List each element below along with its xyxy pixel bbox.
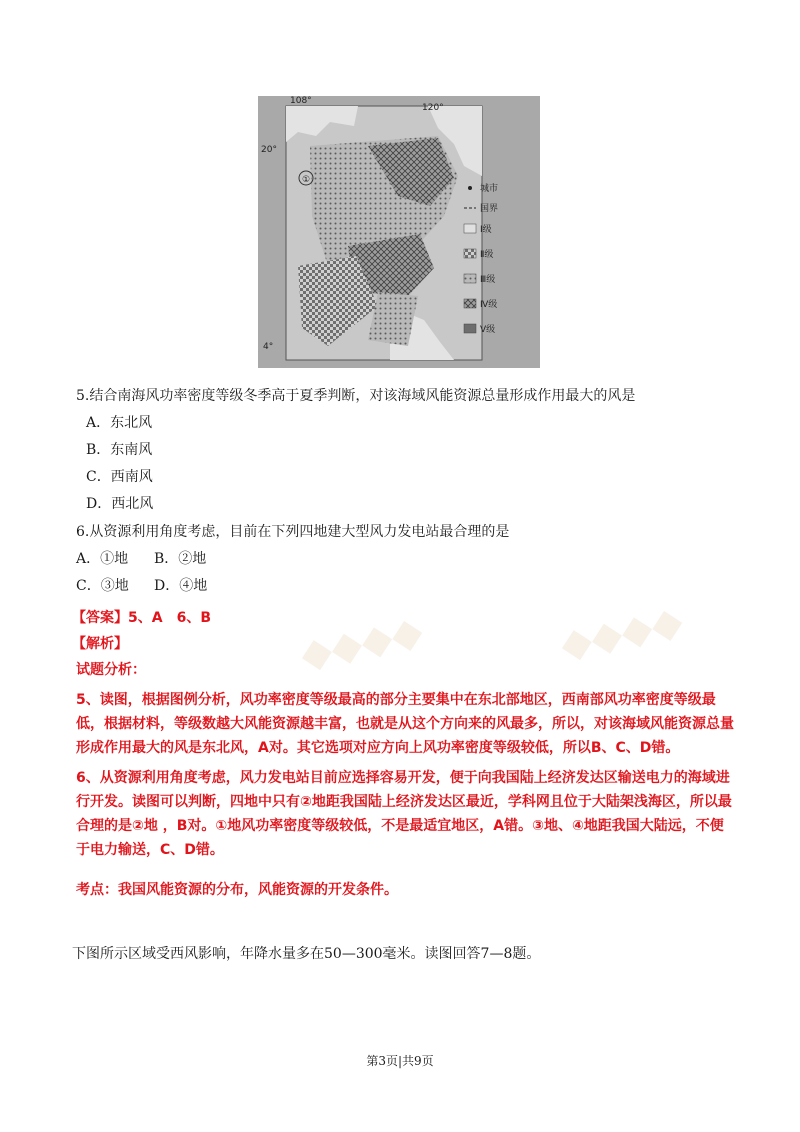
legend-level-4: Ⅳ级: [480, 300, 498, 310]
q6-stem: 6.从资源利用角度考虑，目前在下列四地建大型风力发电站最合理的是: [76, 524, 510, 540]
svg-text:①: ①: [301, 175, 311, 185]
analysis-title: 试题分析：: [76, 662, 146, 678]
next-question-intro: 下图所示区域受西风影响，年降水量多在50—300毫米。读图回答7—8题。: [72, 946, 541, 962]
legend-city: 城市: [480, 184, 499, 194]
kaodian-note: 考点：我国风能资源的分布，风能资源的开发条件。: [76, 882, 398, 898]
watermark-left: ◆◆◆◆: [296, 607, 427, 679]
q5-option-a: A．东北风: [86, 415, 153, 431]
lat-bottom-label: 4°: [263, 342, 274, 352]
q5-stem: 5.结合南海风功率密度等级冬季高于夏季判断，对该海域风能资源总量形成作用最大的风是: [76, 388, 636, 404]
legend-level-3: Ⅲ级: [480, 275, 496, 285]
q5-option-b: B．东南风: [86, 442, 153, 458]
analysis-paragraph-6: 6、从资源利用角度考虑，风力发电站目前应选择容易开发，便于向我国陆上经济发达区输送电力的海域进行开发。读图可以判断，四地中只有②地距我国陆上经济发达区最近，学科网且位于大陆架浅海区，所以最合理的是②地 ，B对。①地风功率密度等级较低，不是最适宜地区，A错。③地、④地距我国大陆远，不便于电力输送，C、D错。: [76, 770, 732, 858]
q5-option-c: C．西南风: [86, 469, 153, 485]
q6-option-b: B．②地: [154, 551, 207, 567]
legend-level-2: Ⅱ级: [480, 250, 494, 260]
legend-level-5: Ⅴ级: [480, 325, 496, 335]
lon-left-label: 108°: [290, 96, 312, 106]
legend-border: 国界: [480, 204, 499, 214]
q6-option-d: D．④地: [154, 578, 208, 594]
legend-level-1: Ⅰ级: [480, 225, 492, 235]
wind-energy-map: [258, 96, 540, 368]
page-footer: 第3页|共9页: [366, 1054, 434, 1068]
lon-right-label: 120°: [422, 103, 444, 113]
lat-top-label: 20°: [261, 145, 277, 155]
analysis-paragraph-5: 5、读图，根据图例分析，风功率密度等级最高的部分主要集中在东北部地区，西南部风功率密度等级最低，根据材料，等级数越大风能资源越丰富，也就是从这个方向来的风最多，所以，对该海域风能资源总量形成作用最大的风是东北风，A对。其它选项对应方向上风功率密度等级较低，所以B、C、D错。: [76, 692, 734, 756]
q6-option-a: A．①地: [76, 551, 129, 567]
watermark-right: ◆◆◆◆: [556, 597, 687, 669]
answer-label: 【答案】5、A 6、B: [72, 610, 211, 626]
q5-option-d: D．西北风: [86, 496, 154, 512]
analysis-label: 【解析】: [72, 636, 128, 652]
q6-option-c: C．③地: [76, 578, 129, 594]
